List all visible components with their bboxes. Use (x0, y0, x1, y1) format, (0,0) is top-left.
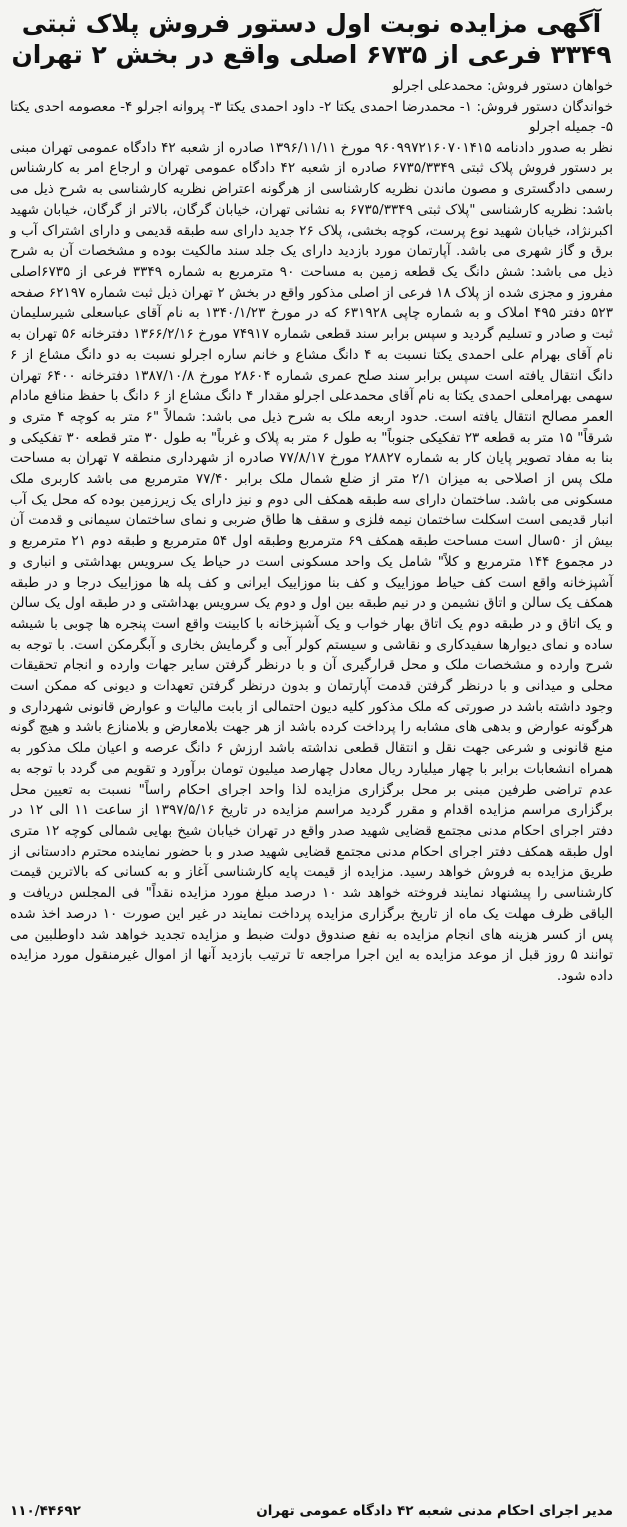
notice-title: آگهی مزایده نوبت اول دستور فروش پلاک ثبتی ۳۳۴۹ فرعی از ۶۷۳۵ اصلی واقع در بخش ۲ تهران (11, 9, 612, 69)
respondents-line: خواندگان دستور فروش: ۱- محمدرضا احمدی یکتا ۲- داود احمدی یکتا ۳- پروانه اجرلو ۴- معصومه احدی یکتا ۵- جمیله اجرلو (10, 98, 613, 136)
notice-footer (10, 1503, 613, 1519)
notice-body: نظر به صدور دادنامه ۹۶۰۹۹۷۲۱۶۰۷۰۱۴۱۵ مورخ ۱۳۹۶/۱۱/۱۱ صادره از شعبه ۴۲ دادگاه عمومی تهران مبنی بر دستور فروش پلاک ثبتی ۶۷۳۵/۳۳۴۹ صادره از شعبه ۴۲ دادگاه عمومی تهران و ارجاع امر به کارشناس رسمی دادگستری و مصون ماندن نظریه کارشناسی از هرگونه اعتراض نظریه کارشناسی به شرح ذیل می باشد: نظریه کارشناسی "پلاک ثبتی ۶۷۳۵/۳۳۴۹ به نشانی تهران، خیابان گرگان، بالاتر از گرگان، خیابان شهید اکبرنژاد، خیابان شهید نوع پرست، کوچه بخشی، پلاک ۲۶ جدید دارای سه طبقه قدیمی و دارای اشتراک آب و برق و گاز شهری می باشد. آپارتمان مورد بازدید دارای یک جلد سند مالکیت بوده و مشخصات آن به شرح ذیل می باشد: شش دانگ یک قطعه زمین به مساحت ۹۰ مترمربع به شماره ۳۳۴۹ فرعی از ۶۷۳۵اصلی مفروز و مجزی شده از پلاک ۱۸ فرعی از اصلی مذکور واقع در بخش ۲ تهران ذیل ثبت شماره ۶۲۱۹۷ صفحه ۵۲۳ دفتر ۴۹۵ املاک و به شماره چاپی ۶۳۱۹۲۸ که در مورخ ۱۳۴۰/۱/۲۳ به نام آقای عباسعلی شیرسلیمان ثبت و صادر و تسلیم گردید و سپس برابر سند قطعی شماره ۷۴۹۱۷ مورخ ۱۳۶۶/۲/۱۶ دفترخانه ۵۶ تهران به نام آقای بهرام علی احمدی یکتا نسبت به ۴ دانگ مشاع و خانم ساره اجرلو نسبت به دو دانگ مشاع از ۶ دانگ انتقال یافته است سپس برابر سند صلح عمری شماره ۲۸۶۰۴ مورخ ۱۳۸۷/۱۰/۸ دفترخانه ۶۴۰۰ تهران سهمی بهرامعلی احمدی یکتا به نام آقای محمدعلی اجرلو مقدار ۴ دانگ مشاع از ۶ دانگ با حفظ منافع مادام العمر مصالح انتقال یافته است. حدود اربعه ملک به شرح ذیل می باشد: شمالاً "۶ متر به کوچه ۴ متری و شرقاً" ۱۵ متر به قطعه ۲۳ تفکیکی جنوباً" به طول ۶ متر به پلاک و غرباً" به طول ۳۰ متر قطعه ۳۰ تفکیکی و بنا به مفاد تصویر پایان کار به شماره ۲۸۸۲۷ مورخ ۷۷/۸/۱۷ صادره از شهرداری منطقه ۷ تهران به مساحت ملک پس از اصلاحی به میزان ۲/۱ متر از ضلع شمال ملک برابر ۷۷/۴۰ مترمربع می باشد کاربری ملک مسکونی می باشد. ساختمان دارای سه طبقه همکف الی دوم و نیز دارای یک زیرزمین بوده که محل یک آب انبار قدیمی است اسکلت ساختمان نیمه فلزی و سقف ها طاق ضربی و نمای ساختمان سیمانی و قدمت آن بیش از ۵۰سال است مساحت طبقه همکف ۶۹ مترمربع وطبقه اول ۵۴ مترمربع و طبقه دوم ۲۱ مترمربع و در مجموع ۱۴۴ مترمربع و کلاً" شامل یک واحد مسکونی است در حیاط یک سرویس بهداشتی و انباری و آشپزخانه واقع است کف حیاط موزاییک و کف بنا موزاییک ایرانی و کف پله ها موزاییک درجا و در طبقه همکف یک سالن و اتاق نشیمن و در نیم طبقه بین اول و دوم یک سرویس بهداشتی و در طبقه اول یک سالن و یک اتاق و در طبقه دوم یک اتاق بهار خواب و یک آشپزخانه با کابینت واقع است پنجره ها چوبی با شیشه ساده و نمای دیوارها سفیدکاری و نقاشی و سیستم کولر آبی و گرمایش بخاری و آبگرمکن است. با توجه به شرح وارده و مشخصات ملک و محل قرارگیری آن و با درنظر گرفتن سایر جهات وارده و انجام تحقیقات محلی و میدانی و با درنظر گرفتن قدمت آپارتمان و بدون درنظر گرفتن تعهدات و دیونی که ممکن است وجود داشته باشد در صورتی که ملک مذکور کلیه دیون احتمالی از بابت مالیات و عوارض قانونی شهرداری و هرگونه عوارض و بدهی های مشابه را پرداخت کرده باشد از هر جهت بلامعارض و بلامنازع باشد و هیچ گونه منع قانونی و شرعی جهت نقل و انتقال قطعی نداشته باشد ارزش ۶ دانگ عرصه و اعیان ملک مذکور به همراه انشعابات برابر با چهار میلیارد ریال معادل چهارصد میلیون تومان برآورد و تقویم می گردد با توجه به عدم تراضی طرفین مبنی بر محل برگزاری مزایده لذا واحد اجرای احکام راساً" نسبت به تعیین محل برگزاری مراسم مزایده اقدام و مقرر گردید مراسم مزایده در تاریخ ۱۳۹۷/۵/۱۶ از ساعت ۱۱ الی ۱۲ در دفتر اجرای احکام مدنی مجتمع قضایی شهید صدر واقع در تهران خیابان شیخ بهایی شمالی کوچه ۱۲ متری اول طبقه همکف دفتر اجرای احکام مدنی مجتمع قضایی شهید صدر و با حضور نماینده محترم دادستانی از طریق مزایده به فروش خواهد رسید. مزایده از قیمت پایه کارشناسی آغاز و به کسانی که بالاترین قیمت کارشناسی را پیشنهاد نمایند فروخته خواهد شد ۱۰ درصد مبلغ مورد مزایده نقداً" فی المجلس دریافت و الباقی ظرف مهلت یک ماه از تاریخ برگزاری مزایده پرداخت نمایند در غیر این صورت ۱۰ درصد اخذ شده پس از کسر هزینه های انجام مزایده به نفع صندوق دولت ضبط و مزایده تجدید خواهد شد داوطلبین می توانند ۵ روز قبل از موعد مزایده به این اجرا مراجعه تا ترتیب بازدید آنها از اموال غیرمنقول مورد مزایده داده شود. (10, 139, 614, 984)
applicant-line: خواهان دستور فروش: محمدعلی اجرلو (392, 78, 613, 94)
reference-number: ۱۱۰/۴۴۶۹۲ (10, 1503, 81, 1519)
signature-line: مدیر اجرای احکام مدنی شعبه ۴۲ دادگاه عمومی تهران (256, 1503, 613, 1519)
